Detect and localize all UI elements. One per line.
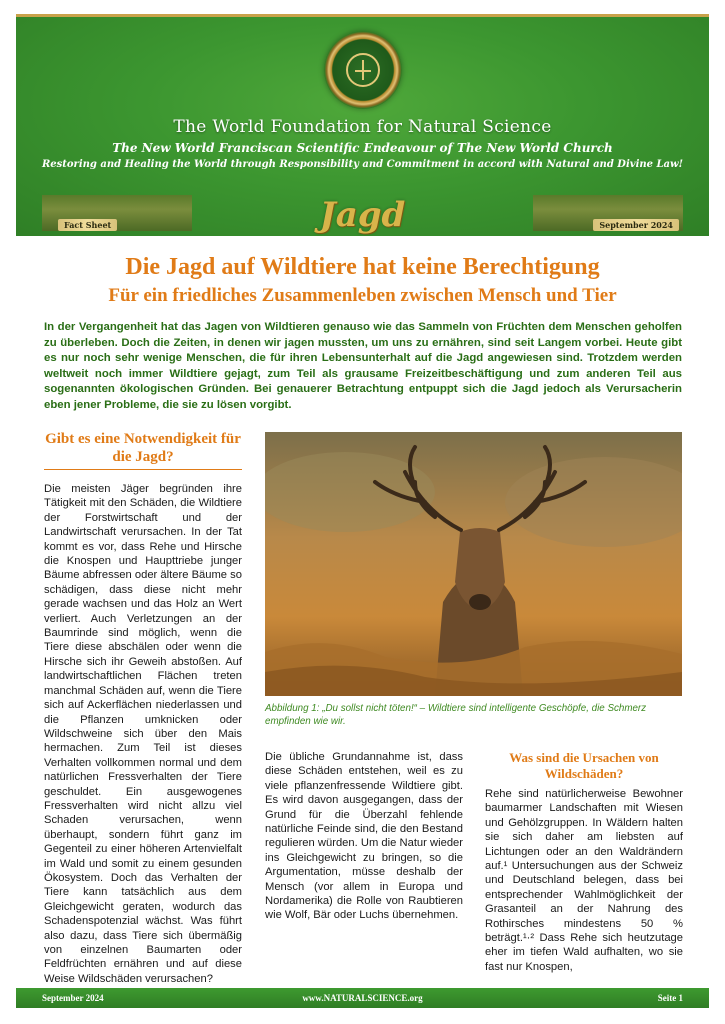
photo-caption: Abbildung 1: „Du sollst nicht töten!“ – Wildtiere sind intelligente Geschöpfe, die Schmerz empfinden wie wir. [265,703,647,727]
foundation-seal-logo [324,31,402,109]
article-subtitle: Für ein friedliches Zusammenleben zwischen Mensch und Tier [108,285,617,306]
issue-date-label: September 2024 [593,219,679,231]
intro-paragraph: In der Vergangenheit hat das Jagen von Wildtieren genauso wie das Sammeln von Früchten dem Menschen geholfen zu überleben. Doch die Zeiten, in denen wir jagen mussten, um uns zu ernähren, sind seit Langem vorbei. Heute gibt es nur noch sehr wenige Menschen, die für ihren Lebensunterhalt auf die Jagd angewiesen sind. Trotzdem werden weltweit noch immer Wildtiere gejagt, zum Teil als grausame Freizeitbeschäftigung und zum anderen Teil aus sogenannten ökologischen Gründen. Bei genauerer Betrachtung entpuppt sich die Jagd jedoch als Verursacherin eben jener Probleme, die sie zu lösen vorgibt. [44,321,682,411]
heading-divider [44,469,242,470]
masthead [16,14,709,236]
footer-website-link[interactable]: www.NATURALSCIENCE.org [302,993,423,1003]
body-text-column-3: Rehe sind natürlicherweise Bewohner baumarmer Landschaften mit Wiesen und Gehölzgruppen. In Wäldern halten sie sich daher am liebsten auf Lichtungen oder an den Waldrändern auf.¹ Untersuchungen aus der Schweiz und Deutschland belegen, dass bei entsprechender Wahlmöglichkeit der Grasanteil an der Nahrung des Rothirsches mindestens 50 % beträgt.¹·² Dass Rehe sich heutzutage eher im tiefen Wald aufhalten, wo sie fast nur Knospen, [485,788,683,973]
section-heading-necessity: Gibt es eine Notwendigkeit für die Jagd? [45,431,241,465]
sheet-title: Jagd [319,195,406,235]
fact-sheet-label: Fact Sheet [58,219,117,231]
article-title: Die Jagd auf Wildtiere hat keine Berechtigung [125,254,600,280]
foundation-name: The World Foundation for Natural Science [173,117,552,137]
red-deer-stag-photo [265,432,682,696]
endeavour-line: The New World Franciscan Scientific Endeavour of The New World Church [112,141,613,155]
footer-date: September 2024 [42,993,104,1003]
body-text-column-1: Die meisten Jäger begründen ihre Tätigkeit mit den Schäden, die Wildtiere der Forstwirtschaft und der Landwirtschaft verursachen. In der Tat kommt es vor, dass Rehe und Hirsche die Knospen und Haupttriebe junger Bäume abfressen oder ältere Bäume so schädigen, dass diese nicht mehr gerade wachsen und das Holz an Wert verliert. Auch Verletzungen an der Baumrinde sind möglich, wenn die Tiere diese abschälen oder wenn die Hirsche sich ihr Geweih abstoßen. Auf landwirtschaftlichen Flächen treten manchmal Schäden auf, wenn die Tiere sich auf Ackerflächen niederlassen und die Pflanzen umknicken oder Wildschweine sich über den Mais hermachen. Zum Teil ist dieses Verhalten vollkommen normal und dem natürlichen Fressverhalten der Tiere geschuldet. Ein ausgewogenes Fressverhalten wird nicht allzu viel Schaden verursachen, wenn überhaupt, sondern führt ganz im Gegenteil zu einer höheren Artenvielfalt im Wald und somit zu einem gesunden Ökosystem. Doch das Verhalten der Tiere kann tatsächlich aus dem Gleichgewicht geraten, wodurch das Schadenspotenzial wächst. Was führt also dazu, dass Tiere sich übermäßig von einzelnen Baumarten oder Feldfrüchten ernähren und auf diese Weise Wildschäden verursachen? [44,483,242,985]
page-footer [16,988,709,1008]
motto-line: Restoring and Healing the World through Responsibility and Commitment in accord with Natural and Divine Law! [41,159,684,170]
footer-page-number: Seite 1 [657,993,683,1003]
body-text-column-2: Die übliche Grundannahme ist, dass diese Schäden entstehen, weil es zu viele pflanzenfressende Wildtiere gibt. Es wird davon ausgegangen, dass der Grund für die Überzahl fehlende natürliche Feinde sind, die den Bestand regulieren würden. Um die Natur wieder ins Gleichgewicht zu bringen, so die Argumentation, müsse deshalb der Mensch (vor allem in Europa und Nordamerika) die Rolle von Raubtieren wie Wolf, Bär oder Luchs übernehmen. [265,751,463,922]
section-heading-causes: Was sind die Ursachen von Wildschäden? [509,750,659,781]
